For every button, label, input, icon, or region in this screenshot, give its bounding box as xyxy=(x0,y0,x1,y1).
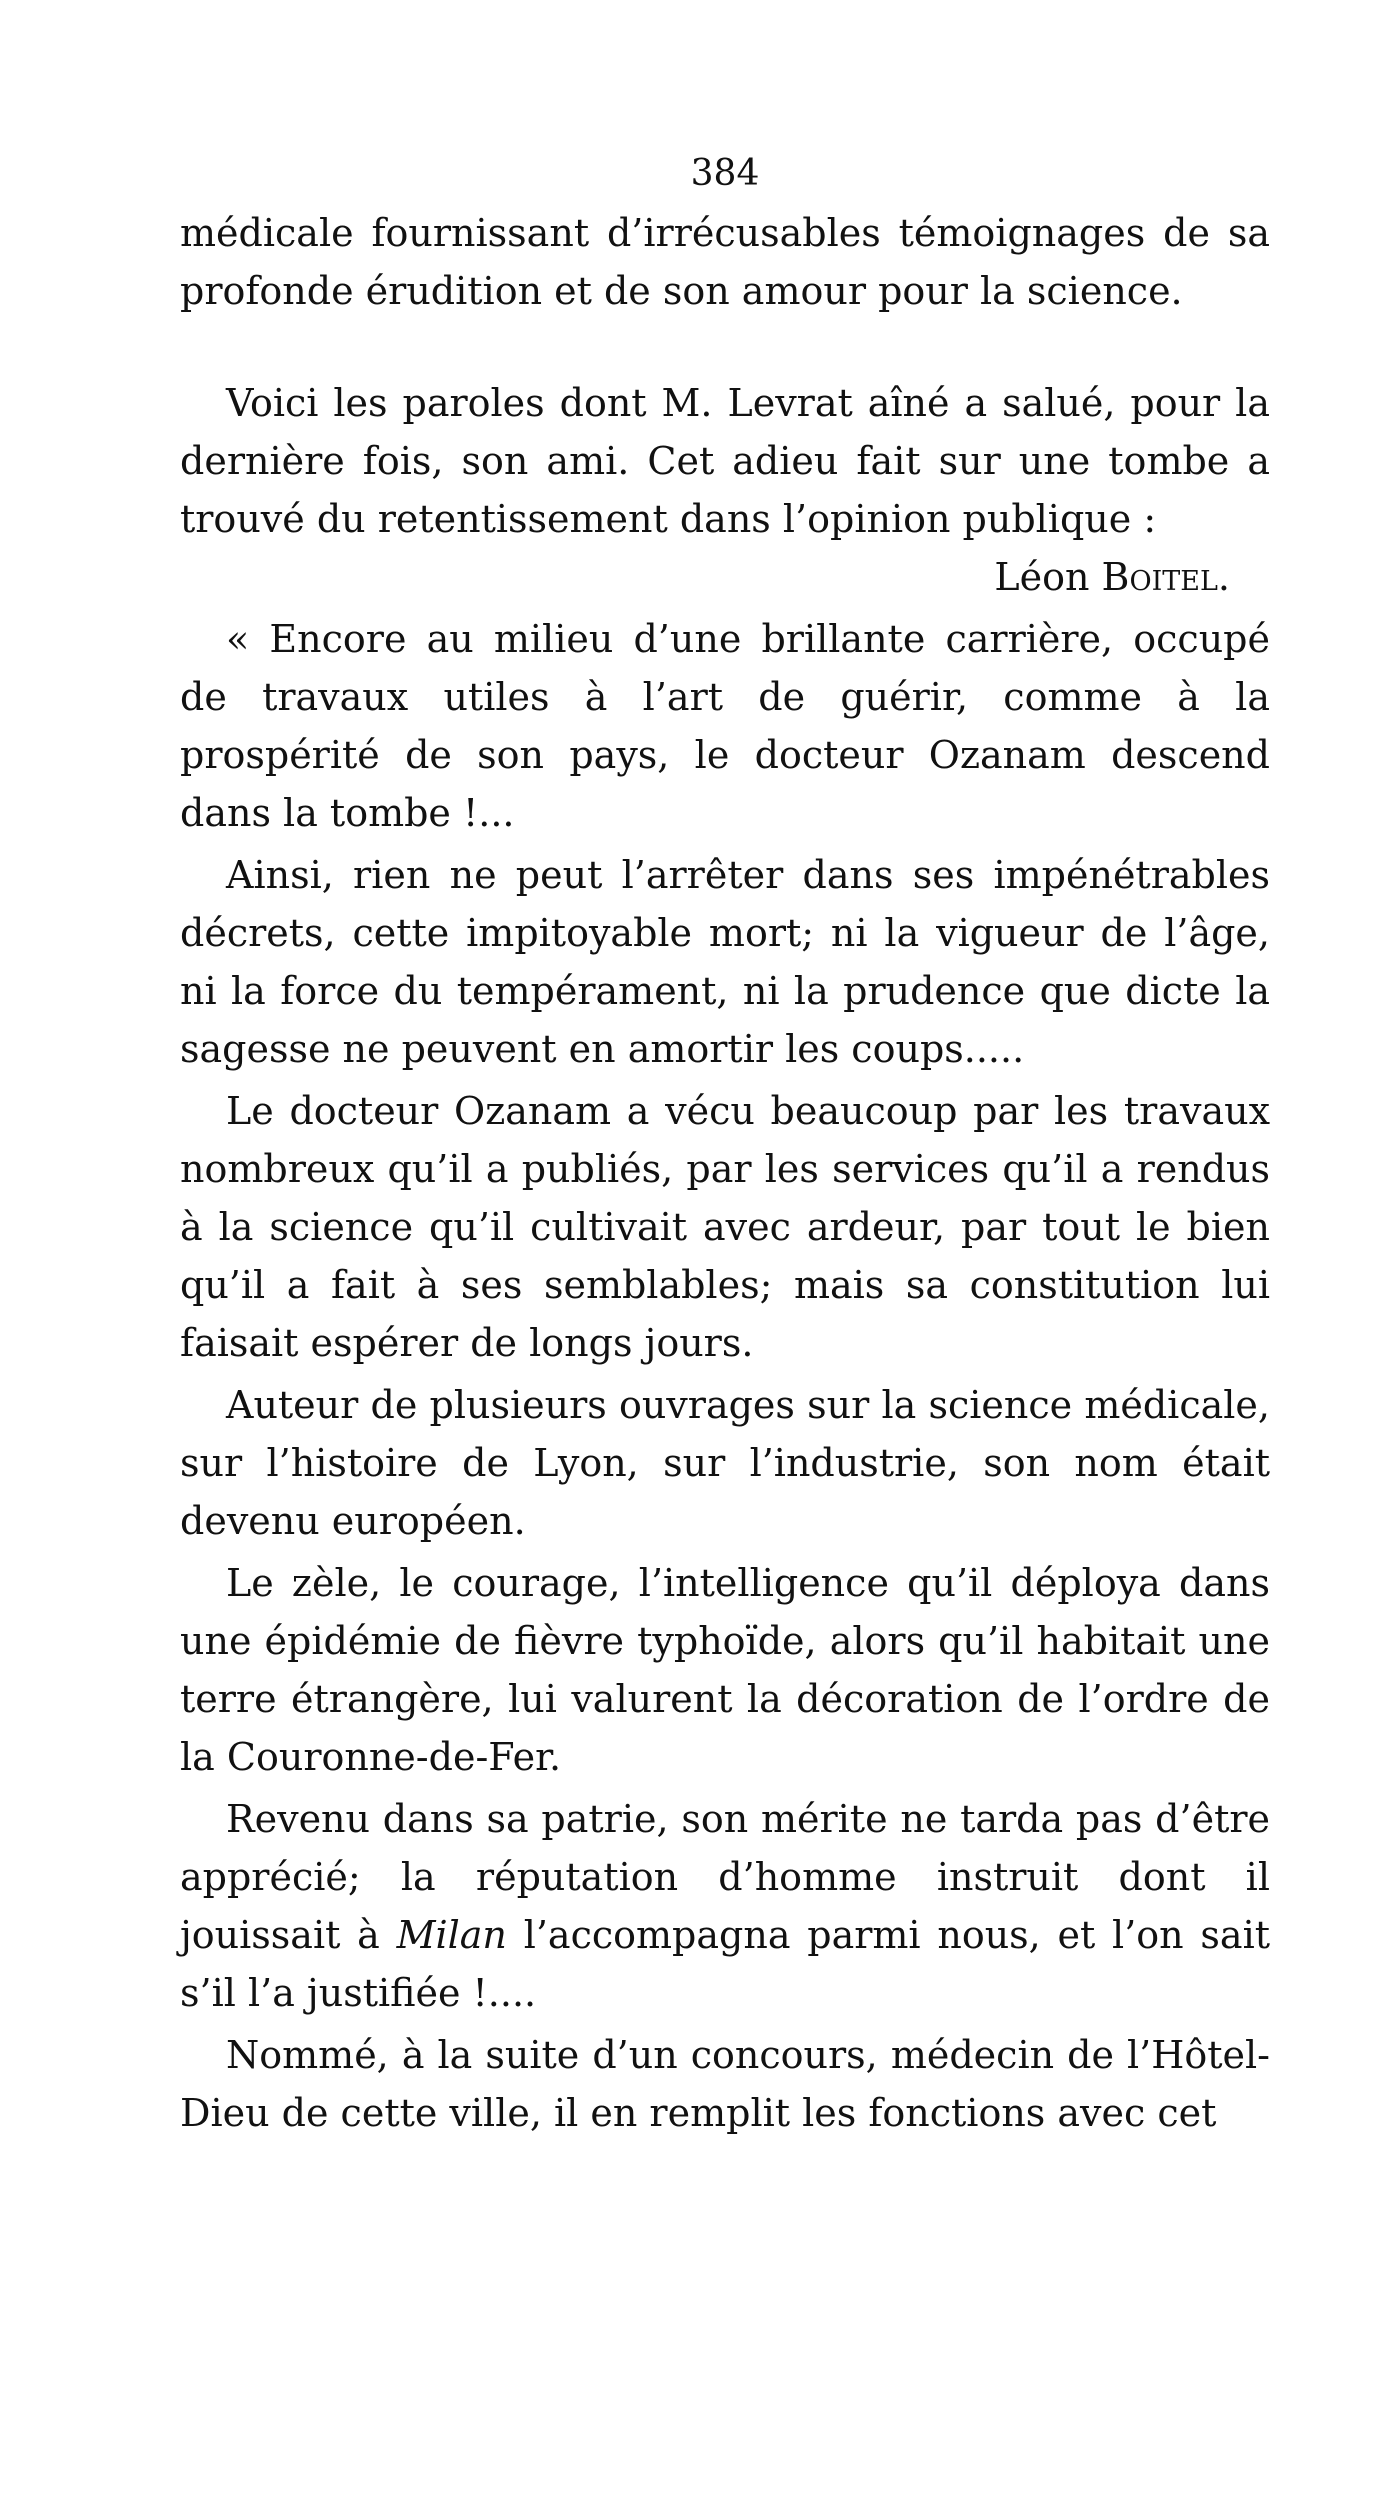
revenu-text-before: Revenu dans sa patrie, son mérite ne tarda pas d’être apprécié; la réputation d’homme instruit dont il jouissait à xyxy=(180,1797,1270,1957)
book-page xyxy=(180,150,1270,2142)
speech-paragraph: Le docteur Ozanam a vécu beaucoup par les travaux nombreux qu’il a publiés, par les services qu’il a rendus à la science qu’il cultivait avec ardeur, par tout le bien qu’il a fait à ses semblables; mais sa constitution lui faisait espérer de longs jours. xyxy=(180,1089,1270,1365)
speech-paragraph: Auteur de plusieurs ouvrages sur la science médicale, sur l’histoire de Lyon, sur l’industrie, son nom était devenu européen. xyxy=(180,1383,1270,1543)
speech-paragraph: Le zèle, le courage, l’intelligence qu’il déploya dans une épidémie de fièvre typhoïde, alors qu’il habitait une terre étrangère, lui valurent la décoration de l’ordre de la Couronne-de-Fer. xyxy=(180,1561,1270,1779)
signature-first-name: Léon xyxy=(994,555,1090,599)
page-number: 384 xyxy=(690,153,760,194)
revenu-text-after: l’accompagna parmi nous, et l’on sait s’il l’a justifiée !.... xyxy=(180,1913,1270,2015)
eulogy-speech xyxy=(180,610,1270,2142)
speech-paragraph-revenu xyxy=(180,1790,1270,2022)
opening-paragraph: médicale fournissant d’irrécusables témoignages de sa profonde érudition et de son amour pour la science. xyxy=(180,211,1270,313)
signature xyxy=(180,548,1270,606)
speech-paragraph-last: Nommé, à la suite d’un concours, médecin de l’Hôtel-Dieu de cette ville, il en remplit les fonctions avec cet xyxy=(180,2033,1270,2135)
speech-paragraph: « Encore au milieu d’une brillante carrière, occupé de travaux utiles à l’art de guérir, comme à la prospérité de son pays, le docteur Ozanam descend dans la tombe !... xyxy=(180,617,1270,835)
place-name-milan: Milan xyxy=(396,1913,507,1957)
signature-last-name: Boitel. xyxy=(1101,555,1230,599)
speech-paragraph: Ainsi, rien ne peut l’arrêter dans ses impénétrables décrets, cette impitoyable mort; ni la vigueur de l’âge, ni la force du tempérament, ni la prudence que dicte la sagesse ne peuvent en amortir les coups..... xyxy=(180,853,1270,1071)
intro-paragraph: Voici les paroles dont M. Levrat aîné a salué, pour la dernière fois, son ami. Cet adieu fait sur une tombe a trouvé du retentissement dans l’opinion publique : xyxy=(180,381,1270,541)
